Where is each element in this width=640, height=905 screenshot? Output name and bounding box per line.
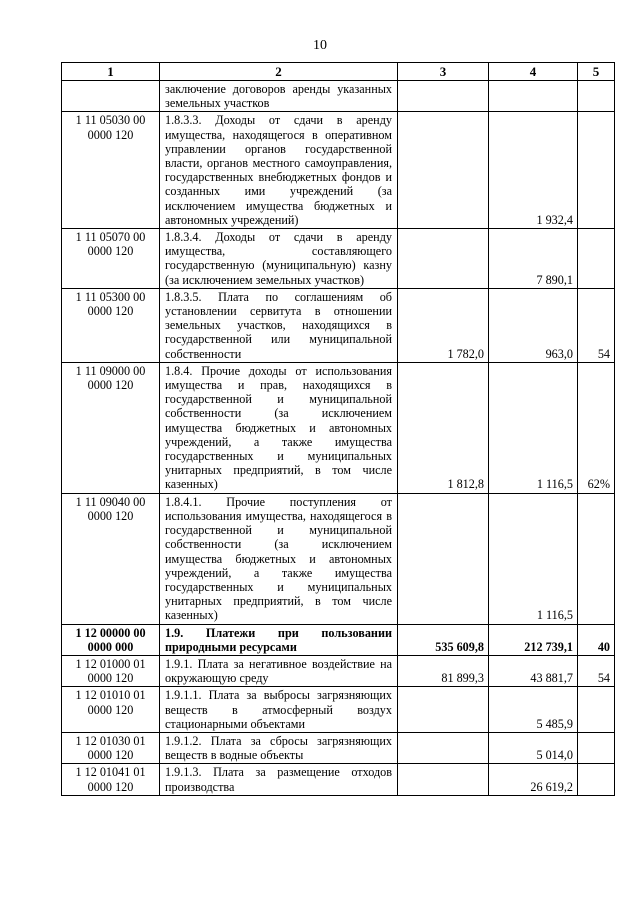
table-row (62, 687, 615, 733)
cell-col5 (578, 687, 615, 733)
cell-code (62, 81, 160, 112)
header-col-2: 2 (160, 63, 398, 81)
cell-col4: 5 014,0 (489, 732, 578, 763)
table-row (62, 624, 615, 655)
cell-col5: 62% (578, 362, 615, 493)
cell-col4: 212 739,1 (489, 624, 578, 655)
cell-name: 1.8.4. Прочие доходы от использования имущества и прав, находящихся в государственной и муниципальной собственности (за исключением имущества бюджетных и автономных учреждений, а также имущества государственных и муниципальных унитарных предприятий, в том числе казенных) (160, 362, 398, 493)
cell-code: 1 12 01010 01 0000 120 (62, 687, 160, 733)
cell-col3 (398, 687, 489, 733)
cell-col5 (578, 229, 615, 289)
cell-col4 (489, 81, 578, 112)
cell-name: 1.9. Платежи при пользовании природными ресурсами (160, 624, 398, 655)
header-col-3: 3 (398, 63, 489, 81)
header-col-1: 1 (62, 63, 160, 81)
cell-col4: 1 116,5 (489, 493, 578, 624)
cell-col5: 54 (578, 655, 615, 686)
cell-col5 (578, 112, 615, 229)
cell-col3: 1 812,8 (398, 362, 489, 493)
cell-col4: 1 932,4 (489, 112, 578, 229)
table-row (62, 362, 615, 493)
cell-name: 1.9.1.1. Плата за выбросы загрязняющих веществ в атмосферный воздух стационарными объектами (160, 687, 398, 733)
cell-col4: 1 116,5 (489, 362, 578, 493)
table-row (62, 764, 615, 795)
cell-col5 (578, 764, 615, 795)
table-row (62, 655, 615, 686)
cell-code: 1 12 01041 01 0000 120 (62, 764, 160, 795)
cell-col5 (578, 81, 615, 112)
cell-name: 1.9.1. Плата за негативное воздействие на окружающую среду (160, 655, 398, 686)
cell-col3: 1 782,0 (398, 288, 489, 362)
cell-col3 (398, 493, 489, 624)
cell-code: 1 11 05030 00 0000 120 (62, 112, 160, 229)
cell-col5: 54 (578, 288, 615, 362)
cell-col3 (398, 229, 489, 289)
cell-col4: 963,0 (489, 288, 578, 362)
cell-col3 (398, 764, 489, 795)
cell-col5 (578, 732, 615, 763)
cell-name: 1.8.3.3. Доходы от сдачи в аренду имущества, находящегося в оперативном управлении органов государственной власти, органов местного самоуправления, государственных внебюджетных фондов и созданных ими учреждений (за исключением имущества бюджетных и автономных учреждений) (160, 112, 398, 229)
cell-code: 1 12 00000 00 0000 000 (62, 624, 160, 655)
cell-col4: 26 619,2 (489, 764, 578, 795)
cell-name: 1.8.3.4. Доходы от сдачи в аренду имущества, составляющего государственную (муниципальную) казну (за исключением земельных участков) (160, 229, 398, 289)
table-row (62, 288, 615, 362)
table-row (62, 112, 615, 229)
cell-code: 1 11 09000 00 0000 120 (62, 362, 160, 493)
header-row (62, 63, 615, 81)
table-row (62, 493, 615, 624)
cell-col3 (398, 732, 489, 763)
cell-col4: 43 881,7 (489, 655, 578, 686)
cell-col4: 7 890,1 (489, 229, 578, 289)
cell-col3 (398, 81, 489, 112)
cell-col3: 81 899,3 (398, 655, 489, 686)
table-row (62, 229, 615, 289)
cell-col3 (398, 112, 489, 229)
page-number: 10 (313, 38, 327, 53)
cell-name: 1.9.1.3. Плата за размещение отходов производства (160, 764, 398, 795)
table-row (62, 81, 615, 112)
revenue-table (61, 62, 615, 796)
cell-name: 1.9.1.2. Плата за сбросы загрязняющих веществ в водные объекты (160, 732, 398, 763)
cell-col4: 5 485,9 (489, 687, 578, 733)
cell-col3: 535 609,8 (398, 624, 489, 655)
cell-code: 1 11 09040 00 0000 120 (62, 493, 160, 624)
header-col-5: 5 (578, 63, 615, 81)
cell-code: 1 11 05070 00 0000 120 (62, 229, 160, 289)
cell-code: 1 12 01000 01 0000 120 (62, 655, 160, 686)
cell-name: 1.8.4.1. Прочие поступления от использования имущества, находящегося в государственной и муниципальной собственности (за исключением имущества бюджетных и автономных учреждений, а также имущества государственных и муниципальных унитарных предприятий, в том числе казенных) (160, 493, 398, 624)
table-row (62, 732, 615, 763)
cell-name: 1.8.3.5. Плата по соглашениям об установлении сервитута в отношении земельных участков, находящихся в государственной или муниципальной собственности (160, 288, 398, 362)
cell-col5: 40 (578, 624, 615, 655)
header-col-4: 4 (489, 63, 578, 81)
cell-col5 (578, 493, 615, 624)
cell-name: заключение договоров аренды указанных земельных участков (160, 81, 398, 112)
cell-code: 1 11 05300 00 0000 120 (62, 288, 160, 362)
cell-code: 1 12 01030 01 0000 120 (62, 732, 160, 763)
